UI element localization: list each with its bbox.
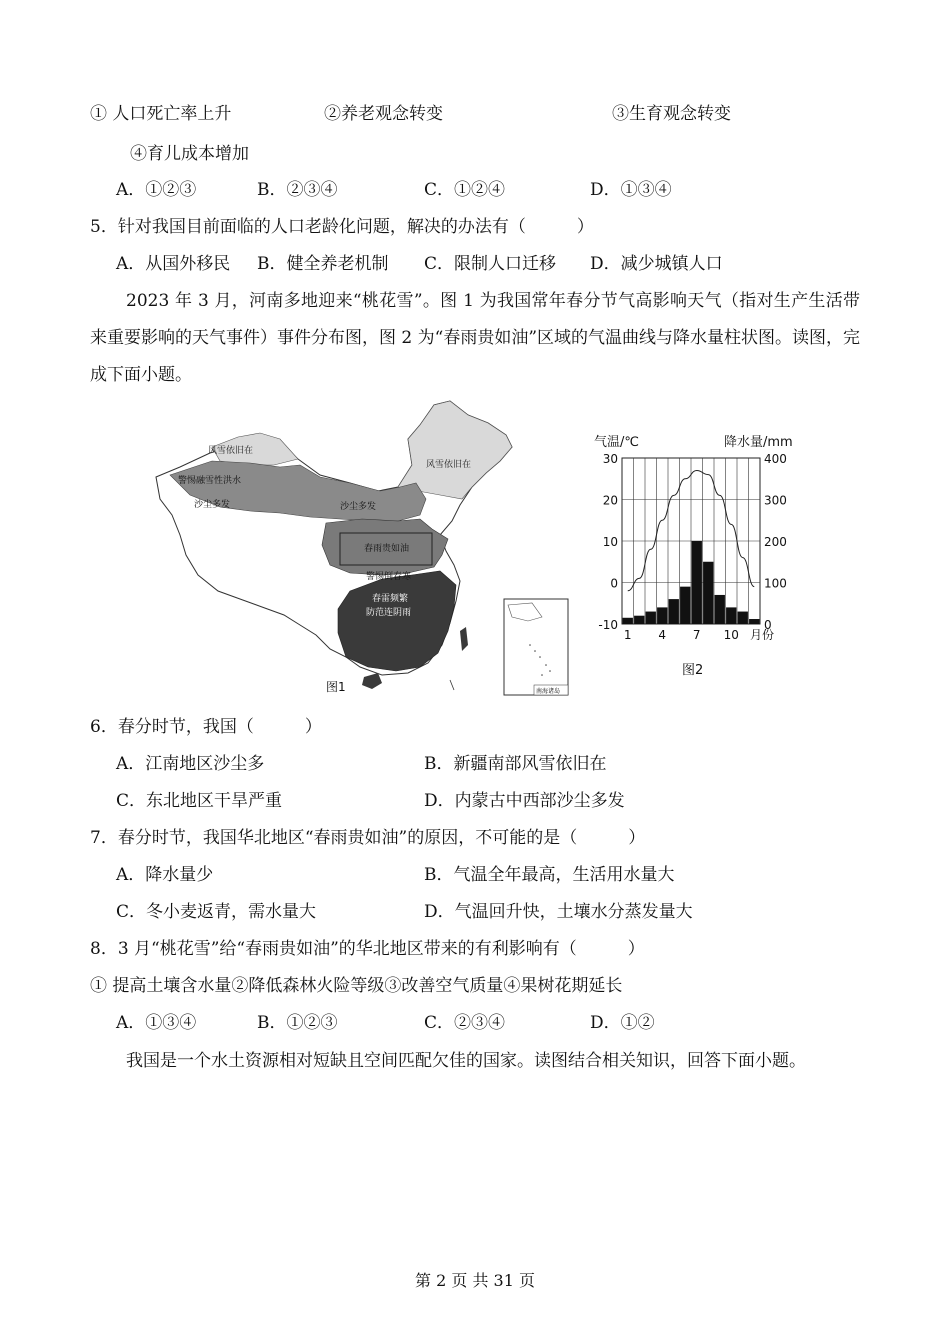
q6-option-a[interactable]: A．江南地区沙尘多 [116, 754, 265, 774]
map-label-south-sea: 南海诸岛 [536, 688, 561, 695]
q6-option-d[interactable]: D．内蒙古中西部沙尘多发 [424, 791, 625, 811]
map-label-dust-center: 沙尘多发 [340, 502, 377, 512]
chart-precip-tick: 300 [764, 493, 787, 508]
page-footer: 第 2 页 共 31 页 [415, 1271, 535, 1290]
chart-precip-bar-9 [715, 595, 725, 624]
chart-precip-bar-8 [703, 562, 713, 624]
q8-option-a[interactable]: A．①③④ [116, 1013, 197, 1033]
q7-option-d[interactable]: D．气温回升快，土壤水分蒸发量大 [424, 902, 693, 922]
chart-precip-bar-11 [738, 612, 748, 624]
chart-month-tick: 4 [658, 628, 667, 642]
q5-option-b[interactable]: B．健全养老机制 [257, 254, 389, 274]
q5-stem: 5．针对我国目前面临的人口老龄化问题，解决的办法有（ ） [90, 217, 594, 237]
q8-option-b[interactable]: B．①②③ [257, 1013, 338, 1033]
intro-paragraph-1: 2023 年 3 月，河南多地迎来“桃花雪”。图 1 为我国常年春分节气高影响天气（指对生产生活带来重要影响的天气事件）事件分布图，图 2 为“春雨贵如油”区域的气温曲线与降水量柱状图。读图，完成下面小题。 [90, 291, 861, 385]
chart-left-axis-label: 气温/℃ [594, 435, 639, 450]
q7-option-b[interactable]: B．气温全年最高，生活用水量大 [424, 865, 675, 885]
q4-option-c[interactable]: C．①②④ [424, 180, 506, 200]
chart-month-tick: 7 [692, 628, 701, 642]
figure-1-map [150, 395, 570, 700]
q4-item-3: ③生育观念转变 [612, 104, 731, 124]
intro-paragraph-2: 我国是一个水土资源相对短缺且空间匹配欠佳的国家。读图结合相关知识，回答下面小题。 [126, 1051, 806, 1071]
q8-option-c[interactable]: C．②③④ [424, 1013, 506, 1033]
q8-option-d[interactable]: D．①② [590, 1013, 655, 1033]
map-label-thunder-2: 防范连阴雨 [366, 608, 412, 618]
chart-precip-bar-12 [749, 619, 759, 624]
chart-precip-bar-5 [669, 599, 679, 624]
chart-precip-bar-7 [692, 541, 702, 624]
q7-stem: 7．春分时节，我国华北地区“春雨贵如油”的原因，不可能的是（ ） [90, 828, 646, 848]
chart-precip-tick: 100 [764, 576, 787, 591]
chart-temp-tick: -10 [598, 618, 618, 632]
q5-option-a[interactable]: A．从国外移民 [116, 254, 231, 274]
figure-2-climate-chart [592, 428, 793, 683]
q7-option-a[interactable]: A．降水量少 [116, 865, 214, 885]
chart-temp-tick: 30 [602, 452, 618, 466]
chart-precip-tick: 0 [764, 618, 772, 632]
chart-precip-bar-10 [726, 607, 736, 624]
chart-x-unit: 月份 [750, 628, 775, 642]
chart-precip-tick: 400 [764, 452, 787, 466]
map-label-late-frost: 警惕倒春寒 [366, 572, 412, 582]
map-island-hainan [362, 673, 382, 689]
chart-precip-bar-3 [646, 612, 656, 624]
q4-item-4: ④育儿成本增加 [130, 144, 249, 164]
q8-stem: 8．3 月“桃花雪”给“春雨贵如油”的华北地区带来的有利影响有（ ） [90, 939, 645, 959]
chart-right-axis-label: 降水量/mm [724, 435, 793, 450]
q6-stem: 6．春分时节，我国（ ） [90, 717, 322, 737]
map-label-wind-snow-west: 风雪依旧在 [208, 446, 254, 456]
map-label-dust-west: 沙尘多发 [194, 500, 231, 510]
map-label-wind-snow-ne: 风雪依旧在 [426, 460, 472, 470]
chart-precip-tick: 200 [764, 535, 787, 549]
chart-temp-tick: 10 [602, 535, 618, 549]
chart-precip-bar-1 [623, 618, 633, 624]
chart-temp-tick: 20 [602, 493, 618, 508]
chart-month-tick: 10 [723, 628, 739, 642]
chart-month-tick: 1 [623, 628, 632, 642]
figure-2-caption: 图2 [682, 663, 704, 678]
q5-option-d[interactable]: D．减少城镇人口 [590, 254, 723, 274]
q4-item-1: ① 人口死亡率上升 [90, 104, 232, 124]
q6-option-b[interactable]: B．新疆南部风雪依旧在 [424, 754, 607, 774]
q4-option-b[interactable]: B．②③④ [257, 180, 338, 200]
chart-precip-bar-2 [634, 616, 644, 624]
chart-precip-bar-4 [657, 607, 667, 624]
chart-temp-tick: 0 [610, 576, 618, 591]
map-south-sea-inset [504, 599, 568, 695]
map-label-thunder-1: 春雷频繁 [372, 594, 409, 604]
q5-option-c[interactable]: C．限制人口迁移 [424, 254, 557, 274]
q4-option-a[interactable]: A．①②③ [116, 180, 197, 200]
figure-1-caption: 图1 [326, 680, 346, 694]
q4-item-2: ②养老观念转变 [324, 104, 443, 124]
q4-option-d[interactable]: D．①③④ [590, 180, 672, 200]
map-island-taiwan [460, 627, 468, 651]
q6-option-c[interactable]: C．东北地区干旱严重 [116, 791, 283, 811]
q8-items: ① 提高土壤含水量②降低森林火险等级③改善空气质量④果树花期延长 [90, 976, 623, 996]
map-label-snowmelt-flood: 警惕融雪性洪水 [178, 476, 242, 486]
map-label-spring-rain: 春雨贵如油 [364, 544, 410, 554]
q7-option-c[interactable]: C．冬小麦返青，需水量大 [116, 902, 317, 922]
chart-precip-bar-6 [680, 587, 690, 624]
